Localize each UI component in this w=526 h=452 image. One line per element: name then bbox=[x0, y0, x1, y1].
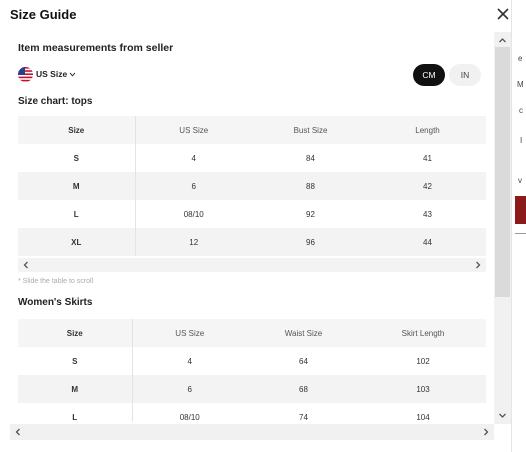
measurements-subtitle: Item measurements from seller bbox=[18, 42, 174, 54]
tops-chart-title: Size chart: tops bbox=[18, 96, 93, 107]
table-cell: 6 bbox=[135, 172, 252, 200]
table-cell: 68 bbox=[247, 375, 360, 403]
table-cell: M bbox=[18, 375, 132, 403]
table-header-cell: US Size bbox=[135, 116, 252, 144]
background-text-fragment: v bbox=[518, 176, 522, 185]
table-header-cell: Size bbox=[18, 116, 135, 144]
table-cell: 96 bbox=[252, 228, 369, 256]
unit-cm-button[interactable]: CM bbox=[413, 64, 445, 86]
scrollbar-thumb[interactable] bbox=[495, 47, 510, 297]
us-flag-icon bbox=[18, 67, 33, 82]
table-header-cell: Waist Size bbox=[247, 319, 360, 347]
table-cell: 92 bbox=[306, 209, 315, 219]
table-row bbox=[18, 172, 486, 200]
table-header-cell: US Size bbox=[132, 319, 247, 347]
tops-size-table bbox=[18, 116, 486, 256]
scroll-hint: * Slide the table to scroll bbox=[18, 278, 94, 285]
unit-in-button[interactable]: IN bbox=[449, 64, 481, 86]
background-text-fragment: c bbox=[519, 106, 523, 115]
modal-title: Size Guide bbox=[10, 7, 77, 22]
modal-horizontal-scrollbar[interactable] bbox=[10, 424, 494, 440]
table-cell: 4 bbox=[191, 153, 196, 163]
table-cell: S bbox=[18, 144, 135, 172]
table-cell: 6 bbox=[132, 375, 247, 403]
table-cell: 104 bbox=[416, 412, 430, 422]
table-cell: 42 bbox=[369, 172, 486, 200]
background-divider bbox=[515, 233, 526, 234]
scroll-up-icon[interactable] bbox=[498, 36, 507, 45]
table-row bbox=[18, 144, 486, 172]
skirts-size-table bbox=[18, 319, 486, 422]
background-text-fragment: M bbox=[517, 80, 524, 89]
table-cell: 12 bbox=[135, 228, 252, 256]
size-system-dropdown[interactable] bbox=[18, 66, 76, 82]
table-row bbox=[18, 200, 486, 228]
table-header-row bbox=[18, 116, 486, 144]
table-cell: 08/10 bbox=[183, 209, 204, 219]
table-cell: 103 bbox=[360, 375, 486, 403]
table-cell: L bbox=[18, 403, 132, 422]
modal-content bbox=[0, 30, 492, 422]
table-header-row bbox=[18, 319, 486, 347]
modal-vertical-scrollbar[interactable] bbox=[494, 32, 511, 424]
scroll-left-icon[interactable] bbox=[14, 428, 22, 436]
background-red-button bbox=[515, 196, 526, 224]
close-icon[interactable] bbox=[495, 6, 511, 22]
table-cell: XL bbox=[18, 228, 135, 256]
table-cell: S bbox=[18, 347, 132, 375]
table-cell: 43 bbox=[423, 209, 432, 219]
table-cell: 102 bbox=[416, 356, 430, 366]
scroll-left-icon[interactable] bbox=[22, 261, 30, 269]
chevron-down-icon bbox=[69, 71, 76, 78]
table-cell: 4 bbox=[187, 356, 192, 366]
background-text-fragment: e bbox=[518, 54, 523, 63]
scroll-right-icon[interactable] bbox=[482, 428, 490, 436]
table-header-cell: Size bbox=[18, 319, 132, 347]
table-header-cell: Length bbox=[369, 116, 486, 144]
table-cell: 08/10 bbox=[179, 412, 200, 422]
table-cell: 84 bbox=[306, 153, 315, 163]
scroll-down-icon[interactable] bbox=[498, 411, 507, 420]
table-cell: 44 bbox=[369, 228, 486, 256]
table-cell: 64 bbox=[299, 356, 308, 366]
background-page-edge bbox=[511, 0, 526, 452]
table-cell: 41 bbox=[423, 153, 432, 163]
table-row bbox=[18, 375, 486, 403]
skirts-chart-title: Women's Skirts bbox=[18, 297, 93, 308]
scroll-right-icon[interactable] bbox=[474, 261, 482, 269]
table-cell: 74 bbox=[299, 412, 308, 422]
table-row bbox=[18, 403, 486, 422]
tops-table-scrollbar[interactable] bbox=[18, 258, 486, 272]
table-row bbox=[18, 228, 486, 256]
table-cell: M bbox=[18, 172, 135, 200]
background-text-fragment: I bbox=[520, 136, 523, 145]
table-cell: L bbox=[18, 200, 135, 228]
table-row bbox=[18, 347, 486, 375]
table-header-cell: Bust Size bbox=[252, 116, 369, 144]
size-system-label: US Size bbox=[36, 69, 68, 79]
table-header-cell: Skirt Length bbox=[360, 319, 486, 347]
unit-toggle bbox=[413, 64, 481, 86]
table-cell: 88 bbox=[252, 172, 369, 200]
